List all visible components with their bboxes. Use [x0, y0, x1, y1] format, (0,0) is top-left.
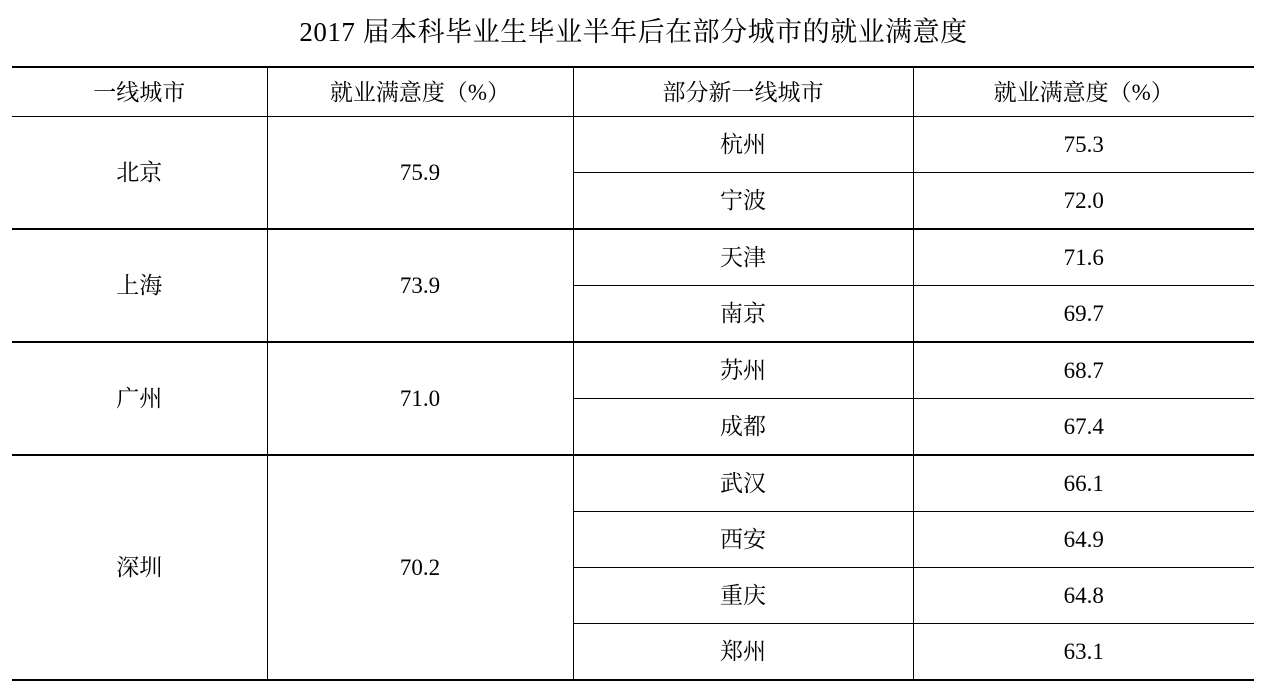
column-header-tier1-city: 一线城市	[12, 67, 267, 117]
new-tier1-value-cell: 67.4	[913, 399, 1254, 456]
tier1-value-cell: 73.9	[267, 229, 573, 342]
new-tier1-value-cell: 71.6	[913, 229, 1254, 286]
new-tier1-value-cell: 63.1	[913, 624, 1254, 681]
table-body	[12, 117, 1254, 681]
column-header-new-tier1-city: 部分新一线城市	[573, 67, 913, 117]
new-tier1-city-cell: 宁波	[573, 173, 913, 230]
tier1-value-cell: 70.2	[267, 455, 573, 680]
tier1-city-cell: 深圳	[12, 455, 267, 680]
new-tier1-value-cell: 66.1	[913, 455, 1254, 512]
new-tier1-value-cell: 64.8	[913, 568, 1254, 624]
new-tier1-city-cell: 成都	[573, 399, 913, 456]
new-tier1-city-cell: 西安	[573, 512, 913, 568]
table-row	[12, 117, 1254, 173]
page-title: 2017 届本科毕业生毕业半年后在部分城市的就业满意度	[299, 17, 968, 47]
new-tier1-city-cell: 南京	[573, 286, 913, 343]
new-tier1-value-cell: 68.7	[913, 342, 1254, 399]
column-header-new-tier1-satisfaction: 就业满意度（%）	[913, 67, 1254, 117]
tier1-value-cell: 75.9	[267, 117, 573, 230]
new-tier1-value-cell: 72.0	[913, 173, 1254, 230]
new-tier1-city-cell: 天津	[573, 229, 913, 286]
tier1-city-cell: 北京	[12, 117, 267, 230]
new-tier1-city-cell: 苏州	[573, 342, 913, 399]
table-row	[12, 342, 1254, 399]
tier1-city-cell: 广州	[12, 342, 267, 455]
tier1-value-cell: 71.0	[267, 342, 573, 455]
new-tier1-value-cell: 69.7	[913, 286, 1254, 343]
tier1-city-cell: 上海	[12, 229, 267, 342]
table-header-row	[12, 67, 1254, 117]
new-tier1-value-cell: 64.9	[913, 512, 1254, 568]
table-row	[12, 455, 1254, 512]
new-tier1-value-cell: 75.3	[913, 117, 1254, 173]
column-header-tier1-satisfaction: 就业满意度（%）	[267, 67, 573, 117]
new-tier1-city-cell: 武汉	[573, 455, 913, 512]
new-tier1-city-cell: 杭州	[573, 117, 913, 173]
table-header	[12, 67, 1254, 117]
new-tier1-city-cell: 重庆	[573, 568, 913, 624]
new-tier1-city-cell: 郑州	[573, 624, 913, 681]
table-row	[12, 229, 1254, 286]
employment-satisfaction-table	[12, 66, 1254, 681]
